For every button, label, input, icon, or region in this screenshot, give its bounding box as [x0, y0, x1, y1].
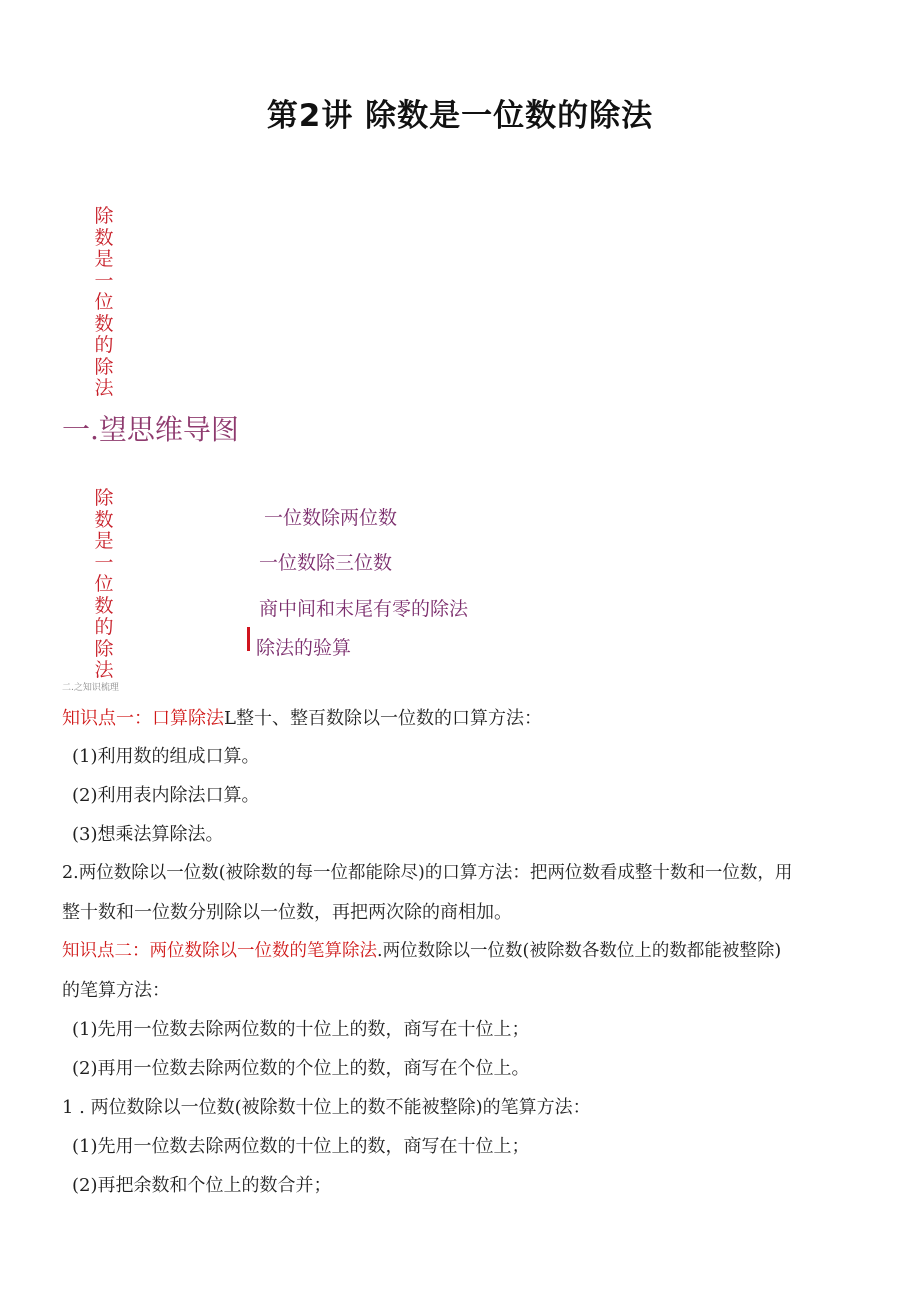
vertical-char: 数	[94, 226, 114, 249]
branch-marker	[247, 627, 250, 651]
mindmap-branch: 一位数除两位数	[264, 507, 398, 529]
section-heading-knowledge: 二.之知识梳理	[62, 683, 119, 693]
vertical-char: 是	[94, 530, 114, 552]
section-heading-mindmap: 一.望思维导图	[62, 413, 239, 446]
paragraph-line: 1 . 两位数除以一位数(被除数十位上的数不能被整除)的笔算方法：	[62, 1097, 591, 1118]
vertical-char: 除	[94, 487, 114, 509]
paragraph-line: 的笔算方法：	[62, 980, 170, 1001]
mindmap-branch: 一位数除三位数	[259, 552, 393, 574]
knowledge-point-label: 知识点二：两位数除以一位数的笔算除法	[62, 941, 377, 961]
list-item: (1)先用一位数去除两位数的十位上的数，商写在十位上；	[72, 1136, 530, 1157]
vertical-char: 除	[94, 355, 114, 378]
vertical-char: 数	[94, 312, 114, 335]
mindmap-branch: 商中间和末尾有零的除法	[259, 598, 469, 620]
vertical-char: 的	[94, 616, 114, 638]
list-item: (1)利用数的组成口算。	[72, 746, 260, 767]
vertical-char: 数	[94, 594, 114, 617]
mindmap-branch: 除法的验算	[256, 637, 352, 659]
vertical-char: 除	[94, 205, 114, 227]
vertical-title-top	[92, 206, 116, 400]
vertical-char: 是	[94, 248, 114, 270]
mindmap-root-label	[92, 488, 116, 682]
paragraph-line: 2.两位数除以一位数(被除数的每一位都能除尽)的口算方法：把两位数看成整十数和一位数，用	[62, 863, 793, 883]
vertical-char: 一	[94, 551, 114, 574]
knowledge-point-text: L整十、整百数除以一位数的口算方法：	[224, 708, 542, 729]
vertical-char: 数	[94, 508, 114, 531]
knowledge-point-label: 知识点一：口算除法	[62, 708, 224, 729]
list-item: (2)再用一位数去除两位数的个位上的数，商写在个位上。	[72, 1058, 530, 1079]
page-title: 第2讲 除数是一位数的除法	[266, 98, 654, 134]
paragraph-line: 整十数和一位数分别除以一位数，再把两次除的商相加。	[62, 902, 512, 923]
vertical-char: 除	[94, 637, 114, 660]
vertical-char: 位	[94, 291, 114, 313]
vertical-char: 法	[94, 377, 114, 399]
list-item: (2)利用表内除法口算。	[72, 785, 260, 806]
vertical-char: 一	[94, 269, 114, 292]
vertical-char: 的	[94, 334, 114, 356]
list-item: (2)再把余数和个位上的数合并；	[72, 1175, 332, 1196]
list-item: (3)想乘法算除法。	[72, 824, 224, 845]
vertical-char: 位	[94, 573, 114, 595]
vertical-char: 法	[94, 659, 114, 681]
knowledge-point-text: .两位数除以一位数(被除数各数位上的数都能被整除)	[377, 941, 782, 961]
knowledge-point-2	[62, 937, 781, 962]
list-item: (1)先用一位数去除两位数的十位上的数，商写在十位上；	[72, 1019, 530, 1040]
knowledge-point-1	[62, 704, 542, 730]
